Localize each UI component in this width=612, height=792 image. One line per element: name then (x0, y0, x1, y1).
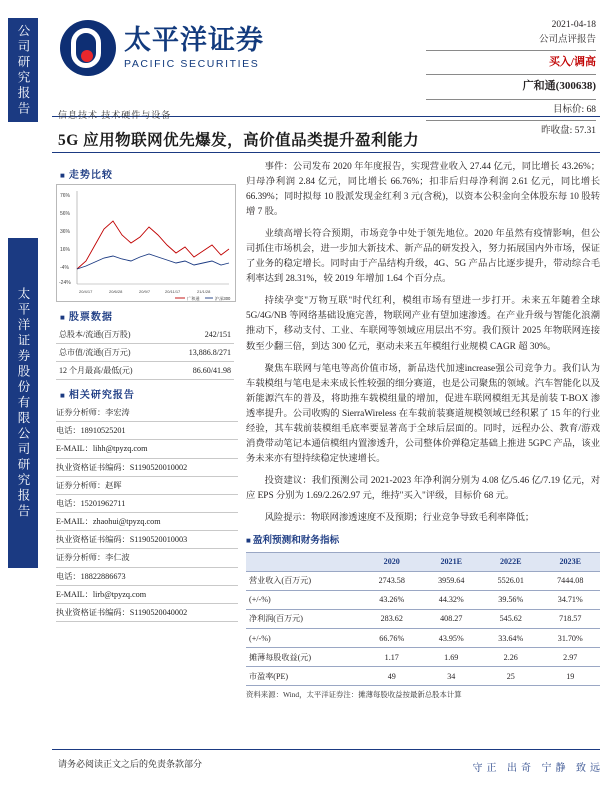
email-value[interactable]: lihh@tpyzq.com (92, 444, 148, 454)
body-paragraph-performance: 业绩高增长符合预期，市场竞争中处于领先地位。2020 年虽然有疫情影响，但公司抓住市场机会，进一步加大新技术、新产品的研发投入，努力拓展国内外市场，保证了业务的稳定增长。同时由于产品结构升级，4G、5G 产品占比逐步提升，带动综合毛利率达到 28.31%，较 2019 年增加 1.64 个百分点。 (246, 229, 600, 285)
earnings-table-heading: ■ 盈利预测和财务指标 (246, 533, 600, 549)
stock-data-value: 242/151 (167, 326, 234, 344)
row-label: 市盈率(PE) (246, 667, 362, 686)
svg-text:沪深300: 沪深300 (215, 296, 231, 301)
column-header: 2020 (362, 552, 422, 571)
analyst-phone-line (56, 422, 238, 440)
cert-value: S1190520040002 (129, 607, 188, 617)
analyst-name: 赵晖 (105, 480, 122, 490)
row-label: 摊薄每股收益(元) (246, 648, 362, 667)
phone-label: 电话： (56, 498, 81, 508)
price-chart-svg (57, 185, 235, 301)
stock-data-table (56, 326, 234, 380)
related-reports-heading: ■ 相关研究报告 (60, 386, 238, 401)
pacific-logo-icon (60, 20, 116, 76)
svg-text:76%: 76% (60, 193, 71, 199)
table-row (56, 344, 234, 362)
brand-text (124, 26, 264, 69)
body-paragraph-event: 事件：公司发布 2020 年年度报告，实现营业收入 27.44 亿元，同比增长 43.26%；归母净利润 2.84 亿元，同比增长 66.76%；扣非后归母净利润 2.61 亿元，同比增长 66.39%；同时拟每 10 股派发现金红利 3 元(含税)，以资本公积金向全体股东每 10 股转增 7 股。 (246, 162, 600, 218)
table-header-row (246, 552, 600, 571)
cell: 2743.58 (362, 571, 422, 590)
stock-data-heading: ■ 股票数据 (60, 308, 238, 323)
rating-badge: 买入/调高 (548, 56, 596, 69)
analyst-name: 李宏涛 (105, 408, 130, 417)
analyst-name-line (56, 549, 238, 567)
meta-divider-3 (426, 99, 596, 100)
table-row (246, 648, 600, 667)
svg-text:20/11/17: 20/11/17 (165, 289, 181, 294)
svg-text:-4%: -4% (60, 265, 69, 271)
column-header: 2023E (541, 552, 601, 571)
sidebar-band-top: 公司研究报告 (8, 18, 38, 122)
phone-value: 18910525201 (80, 426, 126, 436)
analyst-email-line (56, 440, 238, 458)
cell: 66.76% (362, 629, 422, 648)
email-label: E-MAIL： (56, 517, 93, 527)
report-type: 公司点评报告 (538, 34, 596, 45)
cell: 2.97 (541, 648, 601, 667)
page-title: 5G 应用物联网优先爆发，高价值品类提升盈利能力 (58, 132, 420, 149)
brand-name-cn: 太平洋证券 (124, 25, 264, 56)
cell: 408.27 (422, 609, 482, 628)
body-paragraph-iot-market: 持续孕变"万物互联"时代红利，模组市场有望进一步打开。未来五年随着全球 5G/4G/NB 等网络基础设施完善，物联网产业有望加速渗透。在产业升级与智能化浪潮推动下，移动支付、工业、车联网等领域应用层出不穷。我们预计 2025 年物联网连接数至少翻三倍，到达 300 亿元，驱动未来五年模组行业规模 CAGR 超 30%。 (246, 296, 600, 352)
analyst-role-label: 证券分析师： (56, 480, 106, 490)
cell: 1.17 (362, 648, 422, 667)
phone-value: 18822886673 (80, 571, 126, 581)
svg-text:-24%: -24% (59, 280, 71, 286)
cell: 44.32% (422, 590, 482, 609)
earnings-forecast-table (246, 552, 600, 687)
row-label: 营业收入(百万元) (246, 571, 362, 590)
cell: 25 (481, 667, 541, 686)
price-chart (56, 184, 236, 302)
analyst-phone-line (56, 568, 238, 586)
brand-name-en: PACIFIC SECURITIES (124, 57, 260, 70)
analyst-phone-line (56, 495, 238, 513)
last-close-price: 昨收盘: 57.31 (541, 126, 596, 137)
cell: 545.62 (481, 609, 541, 628)
cell: 5526.01 (481, 571, 541, 590)
cell: 3959.64 (422, 571, 482, 590)
footer-motto: 守正 出奇 宁静 致远 (472, 763, 604, 774)
analyst-email-line (56, 586, 238, 604)
brand-logo (60, 20, 264, 76)
body-paragraph-automotive: 聚焦车联网与笔电等高价值市场，新品迭代加速increase强公司竞争力。我们认为车载模组与笔电是未来成长性较强的细分赛道，也是公司聚焦的领域。汽车智能化以及新能源汽车的普及，将助推车载模组量的增加，促进车联网模组无其是前装 T-BOX 渗透率提升。公司收购的 SierraWireless 在车载前装赛道规模领域已经积累了 15 年的行业经验，其车载前装模组毛底率要显著高于全球后层面的。同时，远程办公、教育/游戏消费带动笔记本通信模组内置渗透升，公司整体价弹稳定基础上推进 5GPC 产品，该业务未来亦有望持续稳定快速增长。 (246, 363, 600, 464)
svg-text:20/6/28: 20/6/28 (109, 289, 123, 294)
stock-data-value: 86.60/41.98 (167, 362, 234, 380)
footer-divider (52, 749, 600, 750)
cell: 1.69 (422, 648, 482, 667)
cert-value: S1190520010003 (129, 535, 188, 545)
cell: 33.64% (481, 629, 541, 648)
column-header (246, 552, 362, 571)
row-label: (+/-%) (246, 629, 362, 648)
svg-text:广和通: 广和通 (187, 296, 200, 301)
stock-name: 广和通(300638) (522, 80, 596, 93)
body-paragraph-risk: 风险提示：物联网渗透速度不及预期；行业竞争导致毛利率降低； (264, 512, 535, 523)
cert-label: 执业资格证书编码： (56, 462, 130, 472)
phone-label: 电话： (56, 426, 81, 436)
cell: 43.95% (422, 629, 482, 648)
body-paragraph-investment: 投资建议：我们预测公司 2021-2023 年净利润分别为 4.08 亿/5.46 亿/7.19 亿元，对应 EPS 分别为 1.69/2.26/2.97 元，维持"买入"评级，目标价 68 元。 (246, 475, 600, 501)
svg-text:21/1/28: 21/1/28 (197, 289, 211, 294)
main-body (246, 160, 600, 701)
phone-value: 15201962711 (80, 498, 126, 508)
footer-disclaimer: 请务必阅读正文之后的免责条款部分 (58, 759, 203, 769)
meta-divider-4 (426, 120, 596, 121)
cell: 39.56% (481, 590, 541, 609)
svg-text:36%: 36% (60, 229, 71, 235)
left-column (52, 160, 238, 622)
cell: 283.62 (362, 609, 422, 628)
breadcrumb: 信息技术 技术硬件与设备 (58, 110, 172, 120)
cell: 2.26 (481, 648, 541, 667)
chart-heading: ■ 走势比较 (60, 166, 238, 181)
stock-data-label: 12 个月最高/最低(元) (56, 362, 167, 380)
analyst-name-line (56, 477, 238, 495)
analyst-role-label: 证券分析师： (56, 553, 106, 563)
analyst-email-line (56, 513, 238, 531)
svg-text:20/4/17: 20/4/17 (79, 289, 93, 294)
email-label: E-MAIL： (56, 444, 93, 454)
table-row (56, 362, 234, 380)
sidebar (0, 0, 46, 792)
title-divider (52, 152, 600, 153)
table-row (246, 667, 600, 686)
stock-data-label: 总股本/流通(百万股) (56, 326, 167, 344)
cell: 7444.08 (541, 571, 601, 590)
meta-divider-2 (426, 74, 596, 75)
cert-value: S1190520010002 (129, 462, 188, 472)
phone-label: 电话： (56, 571, 81, 581)
svg-text:20/9/7: 20/9/7 (139, 289, 151, 294)
table-row (246, 609, 600, 628)
cell: 43.26% (362, 590, 422, 609)
earnings-table-source: 资料来源：Wind，太平洋证券注：摊薄每股收益按最新总股本计算 (246, 690, 462, 700)
analyst-name: 李仁波 (105, 553, 130, 563)
column-header: 2022E (481, 552, 541, 571)
cell: 34.71% (541, 590, 601, 609)
analyst-name-line (56, 404, 238, 422)
svg-text:56%: 56% (60, 211, 71, 217)
report-date: 2021-04-18 (551, 20, 596, 30)
analyst-block (56, 404, 238, 622)
table-row (246, 629, 600, 648)
analyst-cert-line (56, 459, 238, 477)
cert-label: 执业资格证书编码： (56, 607, 130, 617)
sidebar-band-bottom: 太平洋证券股份有限公司研究报告 (8, 238, 38, 568)
email-value[interactable]: zhaohui@tpyzq.com (92, 517, 161, 527)
column-header: 2021E (422, 552, 482, 571)
analyst-role-label: 证券分析师： (56, 408, 106, 417)
analyst-cert-line (56, 531, 238, 549)
header-meta (426, 18, 596, 139)
table-row (246, 590, 600, 609)
stock-data-label: 总市值/流通(百万元) (56, 344, 167, 362)
svg-text:16%: 16% (60, 247, 71, 253)
row-label: (+/-%) (246, 590, 362, 609)
cell: 31.70% (541, 629, 601, 648)
cell: 718.57 (541, 609, 601, 628)
meta-divider-1 (426, 50, 596, 51)
cert-label: 执业资格证书编码： (56, 535, 130, 545)
cell: 49 (362, 667, 422, 686)
row-label: 净利润(百万元) (246, 609, 362, 628)
email-label: E-MAIL： (56, 589, 93, 599)
email-value[interactable]: lirb@tpyzq.com (92, 589, 147, 599)
cell: 19 (541, 667, 601, 686)
table-row (246, 571, 600, 590)
cell: 34 (422, 667, 482, 686)
target-price: 目标价: 68 (552, 104, 596, 115)
table-row (56, 326, 234, 344)
stock-data-value: 13,886.8/271 (167, 344, 234, 362)
analyst-cert-line (56, 604, 238, 622)
